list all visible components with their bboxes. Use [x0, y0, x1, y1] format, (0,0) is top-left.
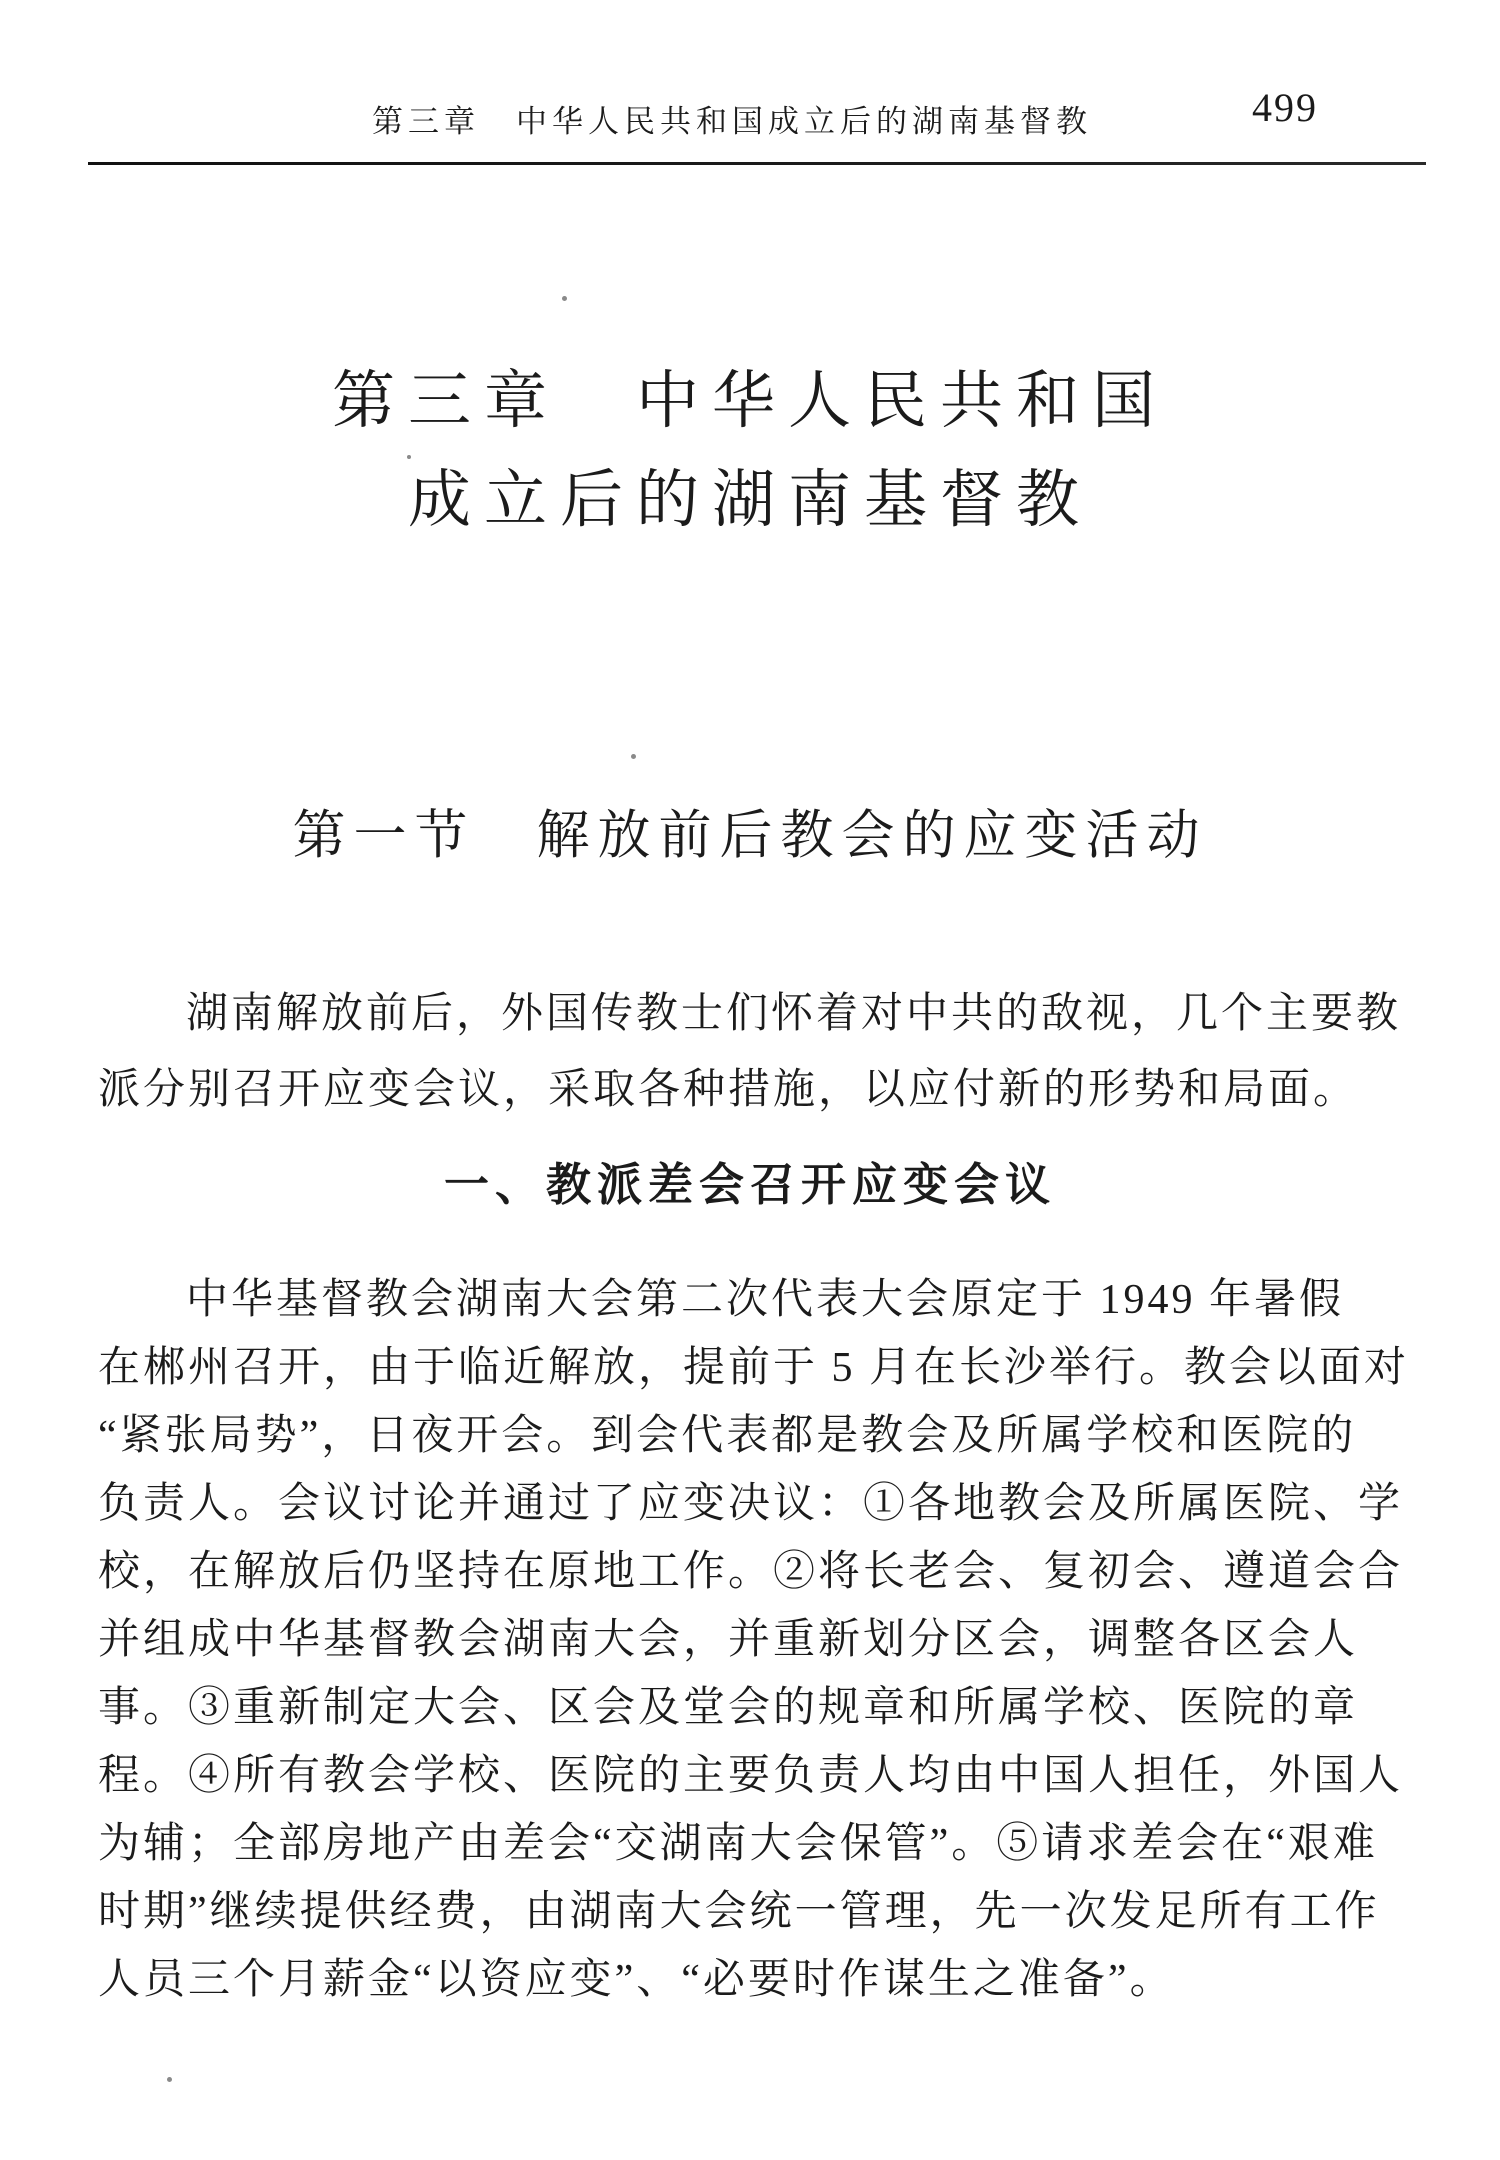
header-rule — [88, 162, 1426, 165]
body-paragraph-line: 负责人。会议讨论并通过了应变决议：①各地教会及所属医院、学 — [98, 1481, 1404, 1527]
scan-speck — [167, 2077, 172, 2082]
running-header-title: 第三章 中华人民共和国成立后的湖南基督教 — [372, 104, 1092, 139]
scan-speck — [407, 455, 411, 459]
body-paragraph-line: 时期”继续提供经费，由湖南大会统一管理，先一次发足所有工作 — [98, 1889, 1380, 1935]
chapter-title — [0, 352, 1500, 550]
body-paragraph-line: 为辅；全部房地产由差会“交湖南大会保管”。⑤请求差会在“艰难 — [98, 1821, 1378, 1867]
body-paragraph-line: 中华基督教会湖南大会第二次代表大会原定于 1949 年暑假 — [186, 1277, 1345, 1323]
body-paragraph-line: 在郴州召开，由于临近解放，提前于 5 月在长沙举行。教会以面对 — [98, 1345, 1410, 1391]
body-paragraph-line: 并组成中华基督教会湖南大会，并重新划分区会，调整各区会人 — [98, 1617, 1359, 1663]
chapter-title-line1: 第三章 中华人民共和国 — [332, 366, 1168, 436]
scan-speck — [631, 754, 636, 759]
page-number: 499 — [1252, 85, 1318, 130]
intro-paragraph-line: 派分别召开应变会议，采取各种措施，以应付新的形势和局面。 — [98, 1067, 1359, 1113]
intro-paragraph — [98, 976, 1432, 1128]
subsection-title: 一、教派差会召开应变会议 — [443, 1159, 1056, 1210]
body-paragraph — [98, 1266, 1432, 2014]
body-paragraph-line: 事。③重新制定大会、区会及堂会的规章和所属学校、医院的章 — [98, 1685, 1359, 1731]
body-paragraph-line: 人员三个月薪金“以资应变”、“必要时作谋生之准备”。 — [98, 1957, 1175, 2003]
section-title: 第一节 解放前后教会的应变活动 — [292, 807, 1208, 865]
body-paragraph-line: “紧张局势”，日夜开会。到会代表都是教会及所属学校和医院的 — [98, 1413, 1357, 1459]
body-paragraph-line: 程。④所有教会学校、医院的主要负责人均由中国人担任，外国人 — [98, 1753, 1404, 1799]
chapter-title-line2: 成立后的湖南基督教 — [408, 465, 1092, 535]
body-paragraph-line: 校，在解放后仍坚持在原地工作。②将长老会、复初会、遵道会合 — [98, 1549, 1404, 1595]
scan-speck — [562, 296, 567, 301]
intro-paragraph-line: 湖南解放前后，外国传教士们怀着对中共的敌视，几个主要教 — [186, 991, 1402, 1037]
